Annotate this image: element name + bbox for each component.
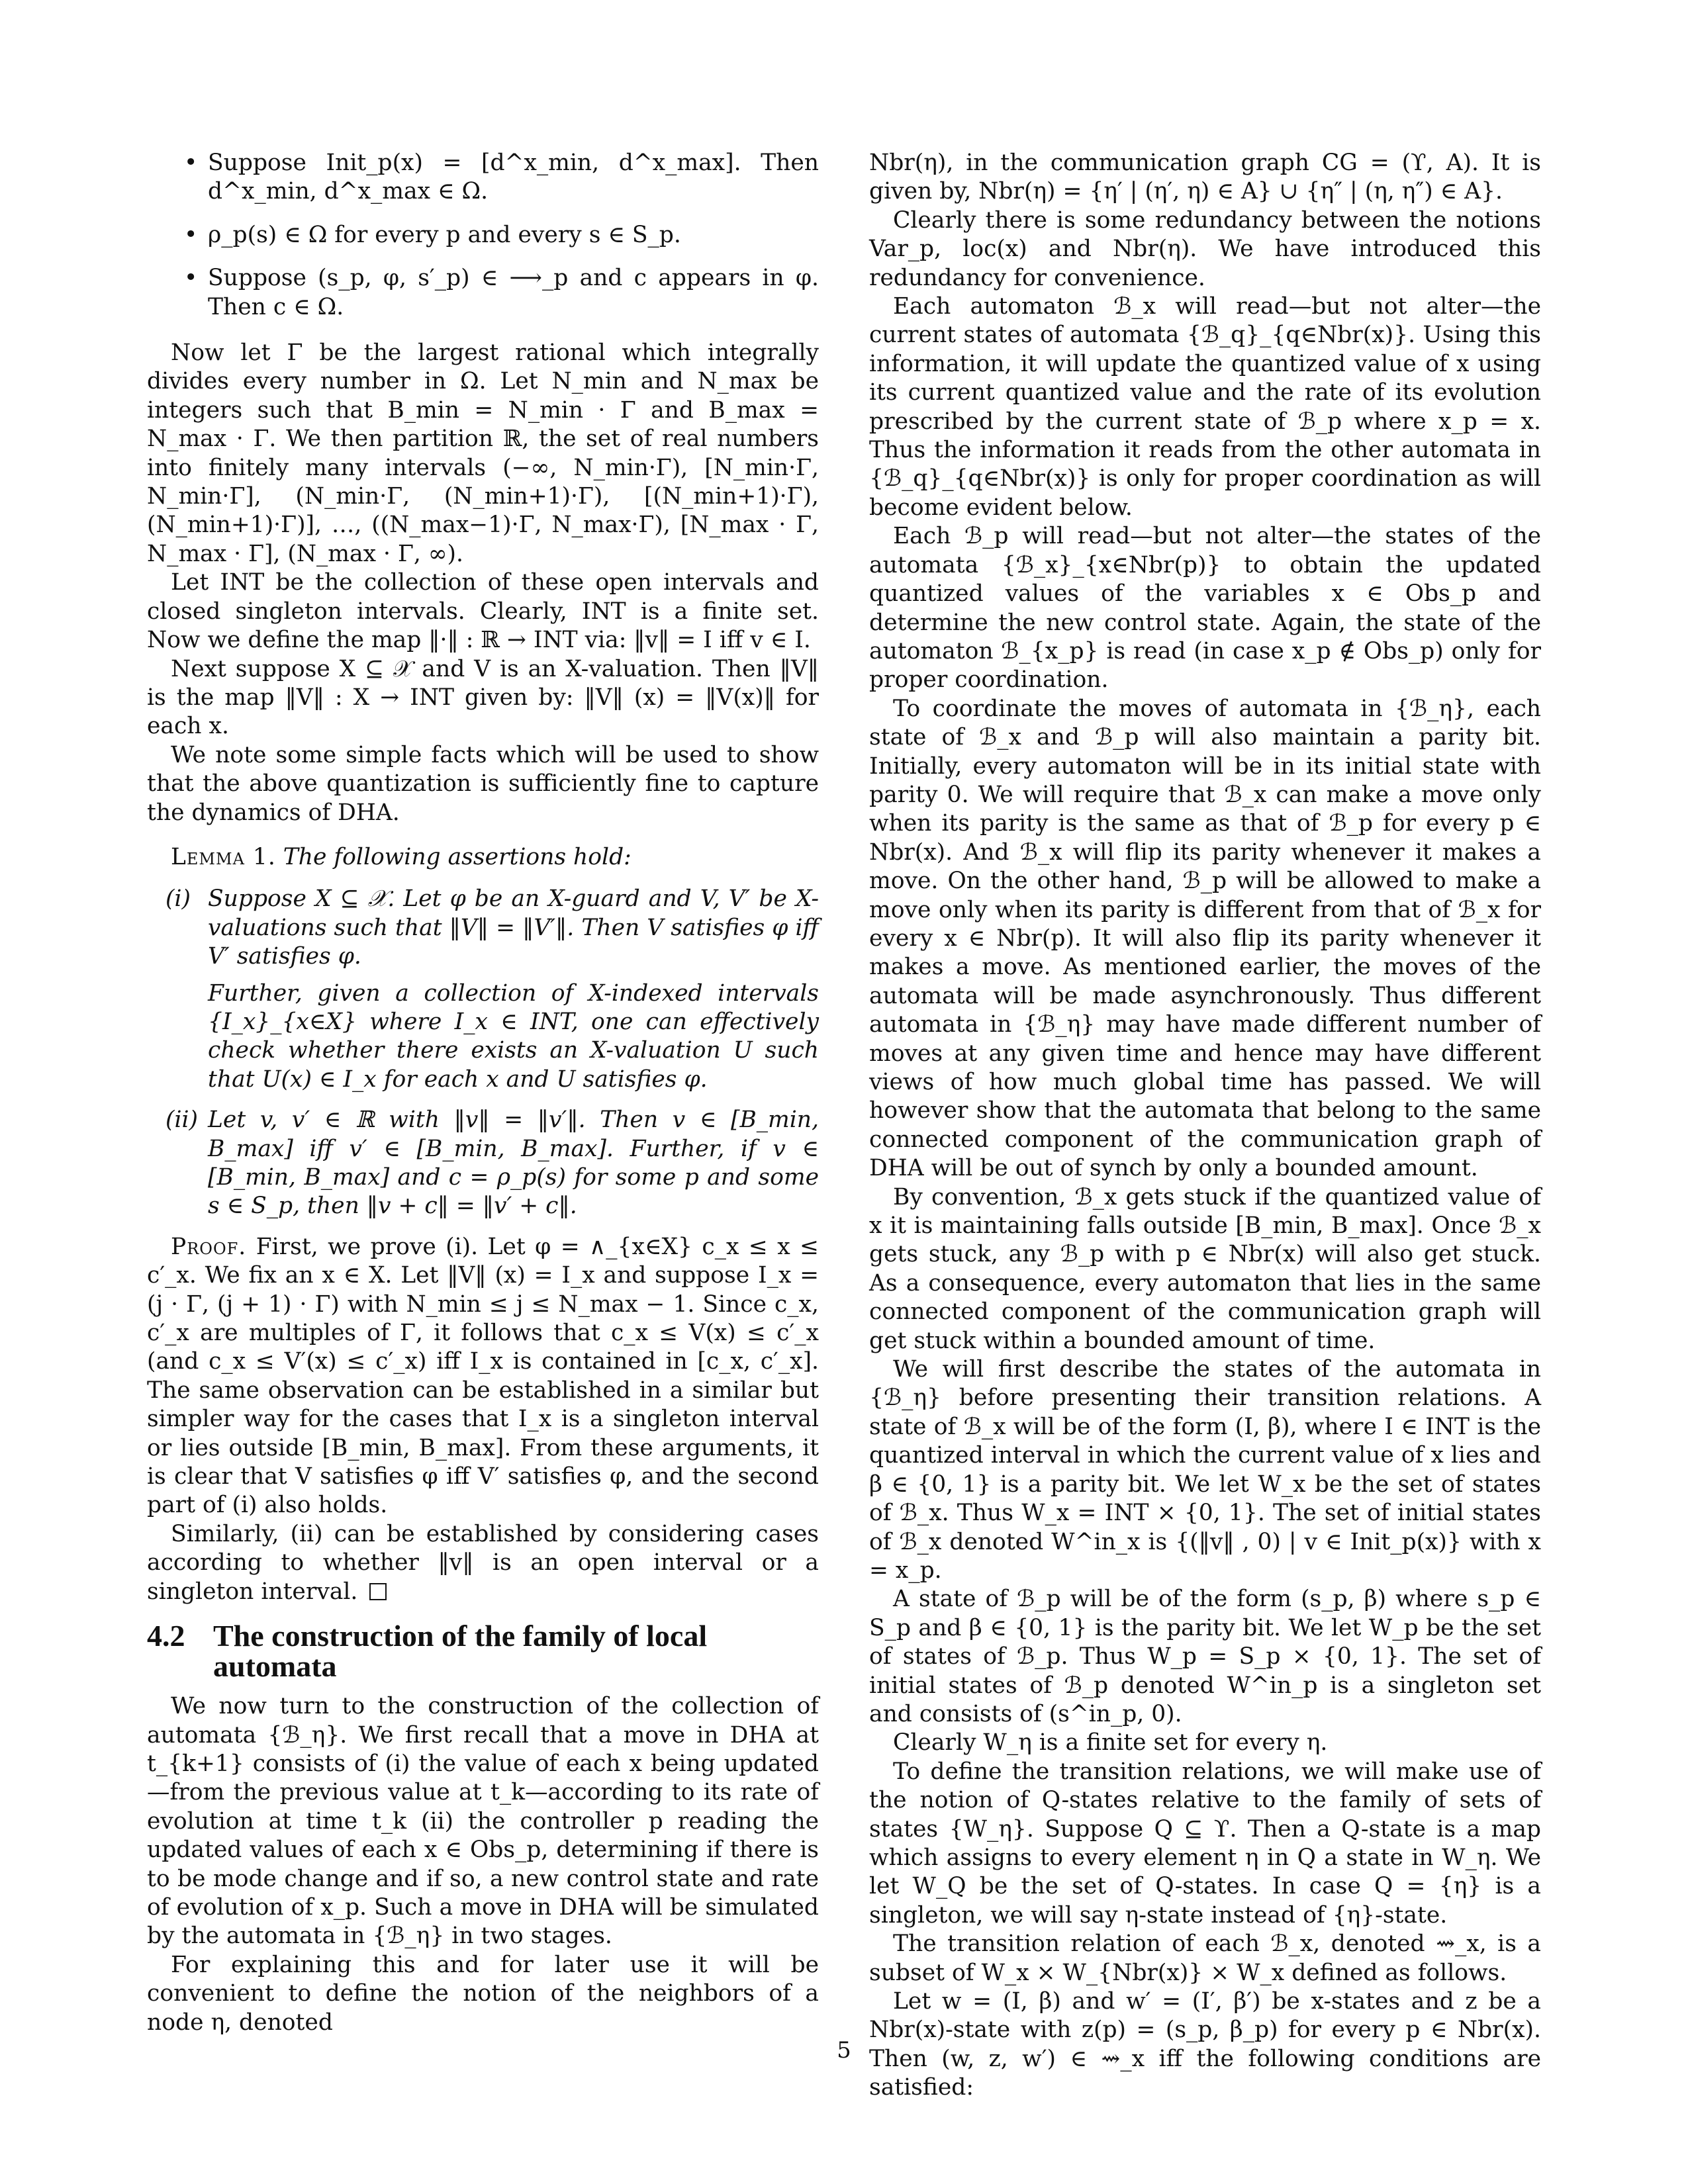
proof-label: Proof. [171, 1233, 247, 1260]
paragraph: Each ℬ_p will read—but not alter—the states of the automata {ℬ_x}_{x∈Nbr(p)} to obtain the updated quantized values of the variables x ∈ Obs_p and determine the new control state. Again, the state of the automaton ℬ_{x_p} is read (in case x_p ∉ Obs_p) only for proper coordination. [869, 523, 1541, 694]
paragraph: We note some simple facts which will be used to show that the above quantization is sufficiently fine to capture the dynamics of DHA. [147, 741, 819, 826]
lemma-item-label: (ii) [165, 1107, 198, 1134]
page-number: 5 [837, 2037, 851, 2064]
section-title: The construction of the family of local automata [213, 1619, 708, 1684]
proof-text-end: Similarly, (ii) can be established by considering cases according to whether ‖v‖ is an open interval or a singleton interval. [147, 1520, 819, 1605]
lemma-statement: The following assertions hold: [283, 843, 632, 870]
qed-square-icon [369, 1583, 387, 1600]
proof-paragraph [147, 1233, 819, 1520]
lemma-item [147, 885, 819, 1094]
proof-paragraph-end [147, 1520, 819, 1606]
left-column [147, 149, 819, 2037]
bullet-icon: • [184, 265, 198, 292]
paragraph: Let w = (I, β) and w′ = (I′, β′) be x-states and z be a Nbr(x)-state with z(p) = (s_p, β_p) for every p ∈ Nbr(x). Then (w, z, w′) ∈ ⇝_x iff the following conditions are satisfied: [869, 1988, 1541, 2101]
paragraph: For explaining this and for later use it will be convenient to define the notion of the neighbors of a node η, denoted [147, 1951, 819, 2036]
paragraph: By convention, ℬ_x gets stuck if the quantized value of x it is maintaining falls outside [B_min, B_max]. Once ℬ_x gets stuck, any ℬ_p with p ∈ Nbr(x) will also get stuck. As a consequence, every automaton that lies in the same connected component of the communication graph will get stuck within a bounded amount of time. [869, 1183, 1541, 1354]
bullet-text: Suppose Init_p(x) = [d^x_min, d^x_max]. Then d^x_min, d^x_max ∈ Ω. [208, 150, 819, 205]
proof-text: First, we prove (i). Let φ = ∧_{x∈X} c_x ≤ x ≤ c′_x. We fix an x ∈ X. Let ‖V‖ (x) = I_x and suppose I_x = (j · Γ, (j + 1) · Γ) with N_min ≤ j ≤ N_max − 1. Since c_x, c′_x are multiples of Γ, it follows that c_x ≤ V(x) ≤ c′_x (and c_x ≤ V′(x) ≤ c′_x) iff I_x is contained in [c_x, c′_x]. The same observation can be established in a similar but simpler way for the cases that I_x is a singleton interval or lies outside [B_min, B_max]. From these arguments, it is clear that V satisfies φ iff V′ satisfies φ, and the second part of (i) also holds. [147, 1233, 819, 1519]
lemma-item-text: Let v, v′ ∈ ℝ with ‖v‖ = ‖v′‖. Then v ∈ [B_min, B_max] iff v′ ∈ [B_min, B_max]. Further, if v ∈ [B_min, B_max] and c = ρ_p(s) for some p and some s ∈ S_p, then ‖v + c‖ = ‖v′ + c‖. [208, 1107, 819, 1220]
lemma-heading [147, 843, 819, 872]
bullet-item [147, 264, 819, 322]
paragraph: Next suppose X ⊆ 𝒳 and V is an X-valuation. Then ‖V‖ is the map ‖V‖ : X → INT given by: ‖V‖ (x) = ‖V(x)‖ for each x. [147, 655, 819, 740]
paragraph: Now let Γ be the largest rational which integrally divides every number in Ω. Let N_min and N_max be integers such that B_min = N_min · Γ and B_max = N_max · Γ. We then partition ℝ, the set of real numbers into finitely many intervals (−∞, N_min·Γ), [N_min·Γ, N_min·Γ], (N_min·Γ, (N_min+1)·Γ), [(N_min+1)·Γ), (N_min+1)·Γ)], …, ((N_max−1)·Γ, N_max·Γ), [N_max · Γ, N_max · Γ], (N_max · Γ, ∞). [147, 340, 819, 567]
paragraph: Let INT be the collection of these open intervals and closed singleton intervals. Clearly, INT is a finite set. Now we define the map ‖·‖ : ℝ → INT via: ‖v‖ = I iff v ∈ I. [147, 569, 819, 654]
paragraph: To coordinate the moves of automata in {ℬ_η}, each state of ℬ_x and ℬ_p will also maintain a parity bit. Initially, every automaton will be in its initial state with parity 0. We will require that ℬ_x can make a move only when its parity is the same as that of ℬ_p for every p ∈ Nbr(x). And ℬ_x will flip its parity whenever it makes a move. On the other hand, ℬ_p will be allowed to make a move only when its parity is different from that of ℬ_x for every x ∈ Nbr(p). It will also flip its parity whenever it makes a move. As mentioned earlier, the moves of the automata will be made asynchronously. Thus different automata in {ℬ_η} may have made different number of moves at any given time and hence may have different views of how much global time has passed. We will however show that the automata that belong to the same connected component of the communication graph of DHA will be out of synch by only a bounded amount. [869, 695, 1541, 1182]
bullet-item [147, 221, 819, 250]
paragraph: We will first describe the states of the automata in {ℬ_η} before presenting their transition relations. A state of ℬ_x will be of the form (I, β), where I ∈ INT is the quantized interval in which the current value of x lies and β ∈ {0, 1} is a parity bit. We let W_x be the set of states of ℬ_x. Thus W_x = INT × {0, 1}. The set of initial states of ℬ_x denoted W^in_x is {(‖v‖ , 0) | v ∈ Init_p(x)} with x = x_p. [869, 1356, 1541, 1584]
paragraph: Clearly there is some redundancy between the notions Var_p, loc(x) and Nbr(η). We have introduced this redundancy for convenience. [869, 206, 1541, 291]
lemma-item-text-continued: Further, given a collection of X-indexed intervals {I_x}_{x∈X} where I_x ∈ INT, one can effectively check whether there exists an X-valuation U such that U(x) ∈ I_x for each x and U satisfies φ. [208, 979, 819, 1093]
section-number: 4.2 [147, 1619, 185, 1653]
bullet-icon: • [184, 150, 198, 176]
paragraph: Each automaton ℬ_x will read—but not alter—the current states of automata {ℬ_q}_{q∈Nbr(x)}. Using this information, it will update the quantized value of x using its current quantized value and the rate of its evolution prescribed by the current state of ℬ_p where x_p = x. Thus the information it reads from the other automata in {ℬ_q}_{q∈Nbr(x)} is only for proper coordination as will become evident below. [869, 293, 1541, 521]
paragraph: Clearly W_η is a finite set for every η. [893, 1729, 1328, 1756]
bullet-icon: • [184, 221, 198, 248]
bullet-item [147, 149, 819, 206]
lemma-label: Lemma 1. [171, 843, 276, 870]
paragraph: The transition relation of each ℬ_x, denoted ⇝_x, is a subset of W_x × W_{Nbr(x)} × W_x defined as follows. [869, 1931, 1541, 1986]
lemma-item-label: (i) [165, 886, 191, 913]
bullet-text: Suppose (s_p, φ, s′_p) ∈ ⟶_p and c appears in φ. Then c ∈ Ω. [208, 265, 819, 320]
bullet-text: ρ_p(s) ∈ Ω for every p and every s ∈ S_p. [208, 221, 681, 248]
paragraph-continued: Nbr(η), in the communication graph CG = (ϒ, A). It is given by, Nbr(η) = {η′ | (η′, η) ∈ A} ∪ {η″ | (η, η″) ∈ A}. [869, 150, 1541, 205]
lemma-item-text: Suppose X ⊆ 𝒳. Let φ be an X-guard and V, V′ be X-valuations such that ‖V‖ = ‖V′‖. Then V satisfies φ iff V′ satisfies φ. [208, 886, 819, 970]
paragraph: A state of ℬ_p will be of the form (s_p, β) where s_p ∈ S_p and β ∈ {0, 1} is the parity bit. We let W_p be the set of states of ℬ_p. Thus W_p = S_p × {0, 1}. The set of initial states of ℬ_p denoted W^in_p is a singleton set and consists of (s^in_p, 0). [869, 1586, 1541, 1727]
section-heading [147, 1621, 819, 1682]
right-column [869, 149, 1541, 2103]
paragraph: To define the transition relations, we will make use of the notion of Q-states relative to the family of sets of states {W_η}. Suppose Q ⊆ ϒ. Then a Q-state is a map which assigns to every element η in Q a state in W_η. We let W_Q be the set of Q-states. In case Q = {η} is a singleton, we will say η-state instead of {η}-state. [869, 1758, 1541, 1929]
paragraph: We now turn to the construction of the collection of automata {ℬ_η}. We first recall that a move in DHA at t_{k+1} consists of (i) the value of each x being updated—from the previous value at t_k—according to its rate of evolution at time t_k (ii) the controller p reading the updated values of each x ∈ Obs_p, determining if there is to be mode change and if so, a new control state and rate of evolution of x_p. Such a move in DHA will be simulated by the automata in {ℬ_η} in two stages. [147, 1693, 819, 1950]
lemma-item [147, 1106, 819, 1221]
